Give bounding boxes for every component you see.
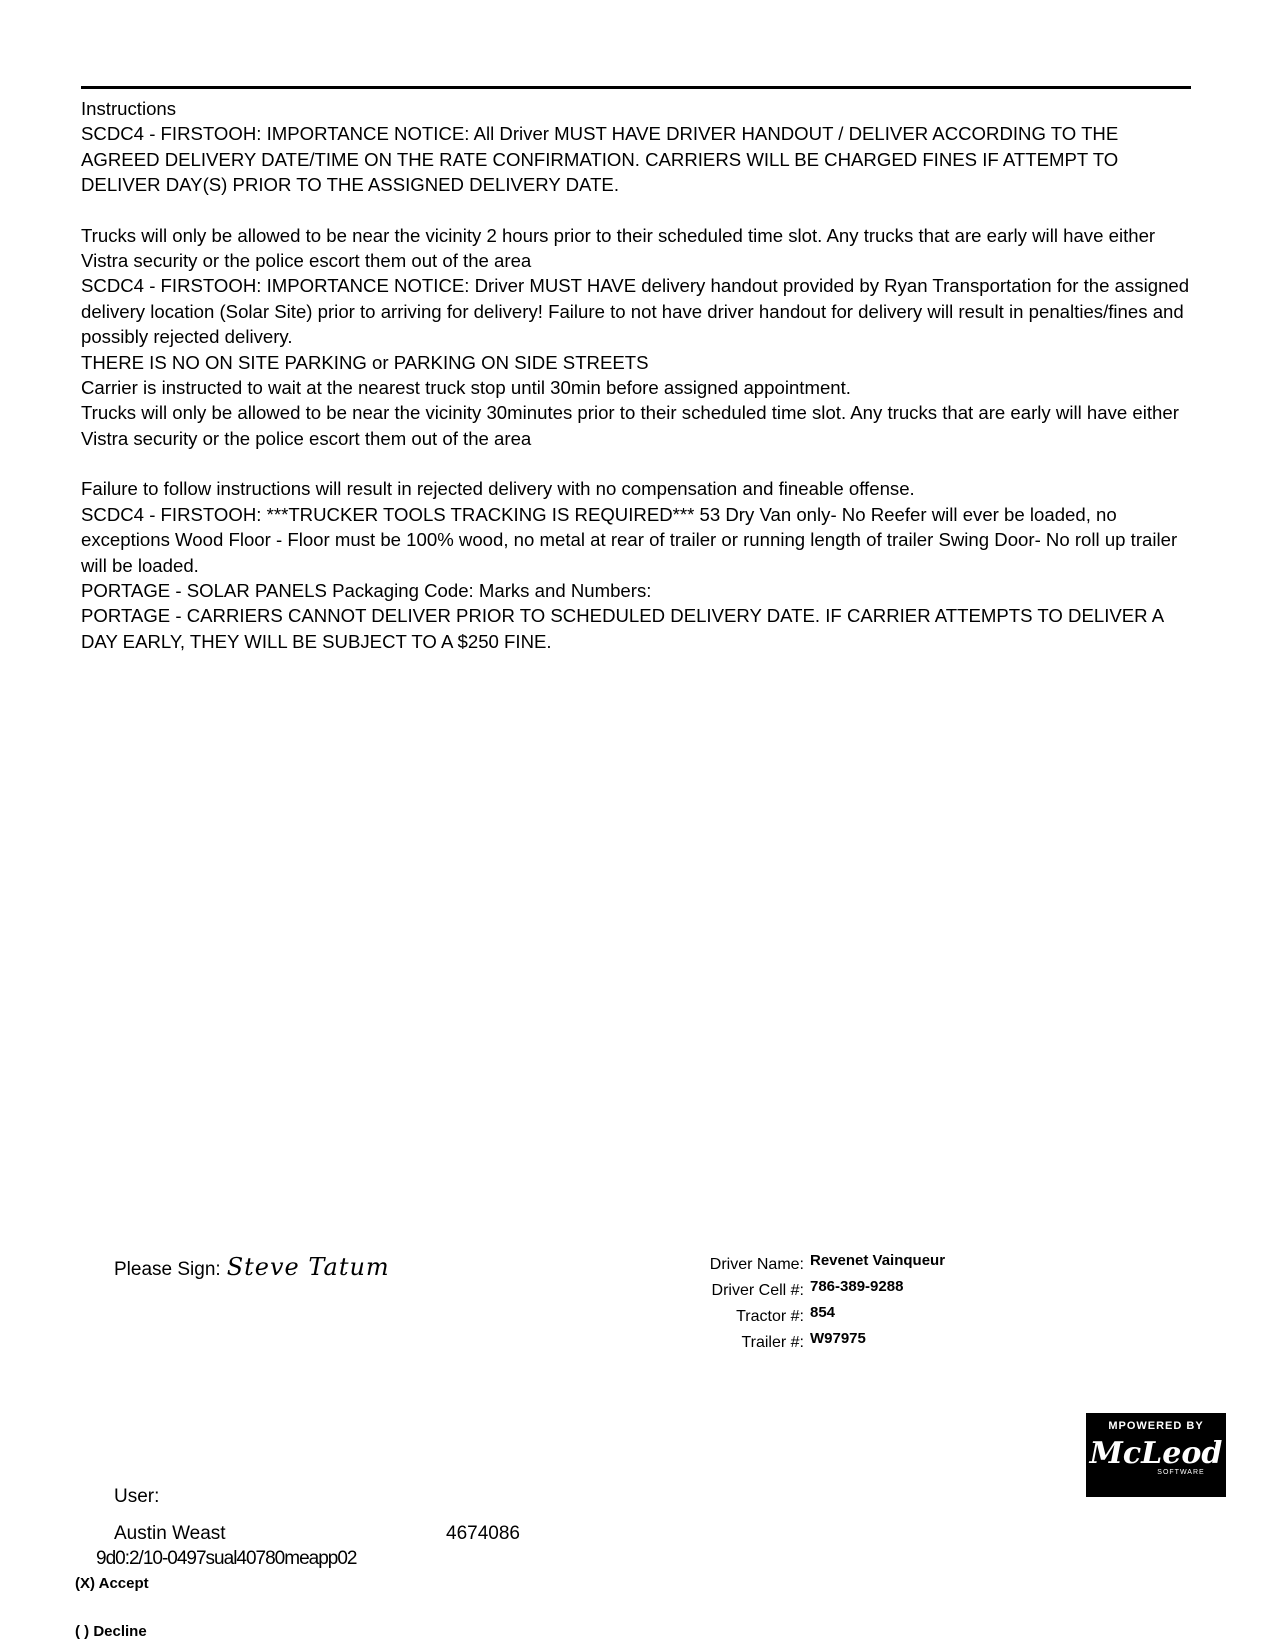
user-name: Austin Weast — [114, 1523, 226, 1544]
signature-block — [114, 1253, 390, 1281]
instruction-paragraph: Carrier is instructed to wait at the nearest truck stop until 30min before assigned appointment. — [81, 377, 851, 399]
instruction-paragraph: PORTAGE - CARRIERS CANNOT DELIVER PRIOR TO SCHEDULED DELIVERY DATE. IF CARRIER ATTEMPTS TO DELIVER A DAY EARLY, THEY WILL BE SUBJECT TO A $250 FINE. — [81, 605, 1164, 652]
tractor-value: 854 — [810, 1304, 836, 1321]
decline-option[interactable]: ( ) Decline — [75, 1623, 147, 1640]
driver-name-row — [680, 1252, 945, 1278]
instructions-heading: Instructions — [81, 98, 177, 119]
trailer-value: W97975 — [810, 1330, 866, 1347]
driver-cell-label: Driver Cell #: — [711, 1282, 804, 1299]
user-id: 4674086 — [446, 1523, 520, 1544]
driver-name-value: Revenet Vainqueur — [810, 1252, 946, 1269]
driver-cell-row — [680, 1278, 945, 1304]
instruction-paragraph: SCDC4 - FIRSTOOH: IMPORTANCE NOTICE: Driver MUST HAVE delivery handout provided by Ryan Transportation for the assigned delivery location (Solar Site) prior to arriving for delivery! Failure to not have driver handout for delivery will result in penalties/fines and possibly rejected delivery. — [81, 275, 1190, 348]
logo-top-text: MPOWERED BY — [1108, 1420, 1204, 1432]
instruction-paragraph: SCDC4 - FIRSTOOH: ***TRUCKER TOOLS TRACKING IS REQUIRED*** 53 Dry Van only- No Reefer will ever be loaded, no exceptions Wood Floor - Floor must be 100% wood, no metal at rear of trailer or running length of trailer Swing Door- No roll up trailer will be loaded. — [81, 503, 1178, 576]
tractor-label: Tractor #: — [736, 1308, 804, 1325]
driver-name-label: Driver Name: — [709, 1256, 804, 1273]
user-label: User: — [114, 1486, 160, 1507]
instruction-paragraph: PORTAGE - SOLAR PANELS Packaging Code: Marks and Numbers: — [81, 579, 652, 601]
mcleod-logo — [1086, 1413, 1226, 1497]
trailer-row — [680, 1330, 945, 1356]
user-misc-text: 9d0:2/10-0497sual40780meapp02 — [96, 1548, 357, 1569]
trailer-label: Trailer #: — [741, 1334, 804, 1351]
logo-brand-text: McLeod — [1089, 1436, 1223, 1471]
instructions-section — [81, 96, 1196, 654]
instruction-paragraph: THERE IS NO ON SITE PARKING or PARKING ON SIDE STREETS — [81, 351, 649, 373]
tractor-row — [680, 1304, 945, 1330]
accept-option[interactable]: (X) Accept — [75, 1575, 149, 1592]
instruction-paragraph: SCDC4 - FIRSTOOH: IMPORTANCE NOTICE: All Driver MUST HAVE DRIVER HANDOUT / DELIVER ACCORDING TO THE AGREED DELIVERY DATE/TIME ON THE RATE CONFIRMATION. CARRIERS WILL BE CHARGED FINES IF ATTEMPT TO DELIVER DAY(S) PRIOR TO THE ASSIGNED DELIVERY DATE. — [81, 123, 1119, 196]
instruction-paragraph: Failure to follow instructions will result in rejected delivery with no compensation and fineable offense. — [81, 478, 915, 500]
logo-sub-text: SOFTWARE — [1157, 1469, 1205, 1476]
driver-cell-value: 786-389-9288 — [810, 1278, 904, 1295]
instruction-paragraph: Trucks will only be allowed to be near the vicinity 30minutes prior to their scheduled time slot. Any trucks that are early will have either Vistra security or the police escort them out of the area — [81, 402, 1179, 449]
signature-label: Please Sign: — [114, 1259, 221, 1280]
signature-value: Steve Tatum — [226, 1253, 390, 1281]
driver-info — [680, 1252, 945, 1356]
top-rule — [81, 86, 1191, 89]
instruction-paragraph: Trucks will only be allowed to be near the vicinity 2 hours prior to their scheduled time slot. Any trucks that are early will have either Vistra security or the police escort them out of the area — [81, 224, 1156, 272]
